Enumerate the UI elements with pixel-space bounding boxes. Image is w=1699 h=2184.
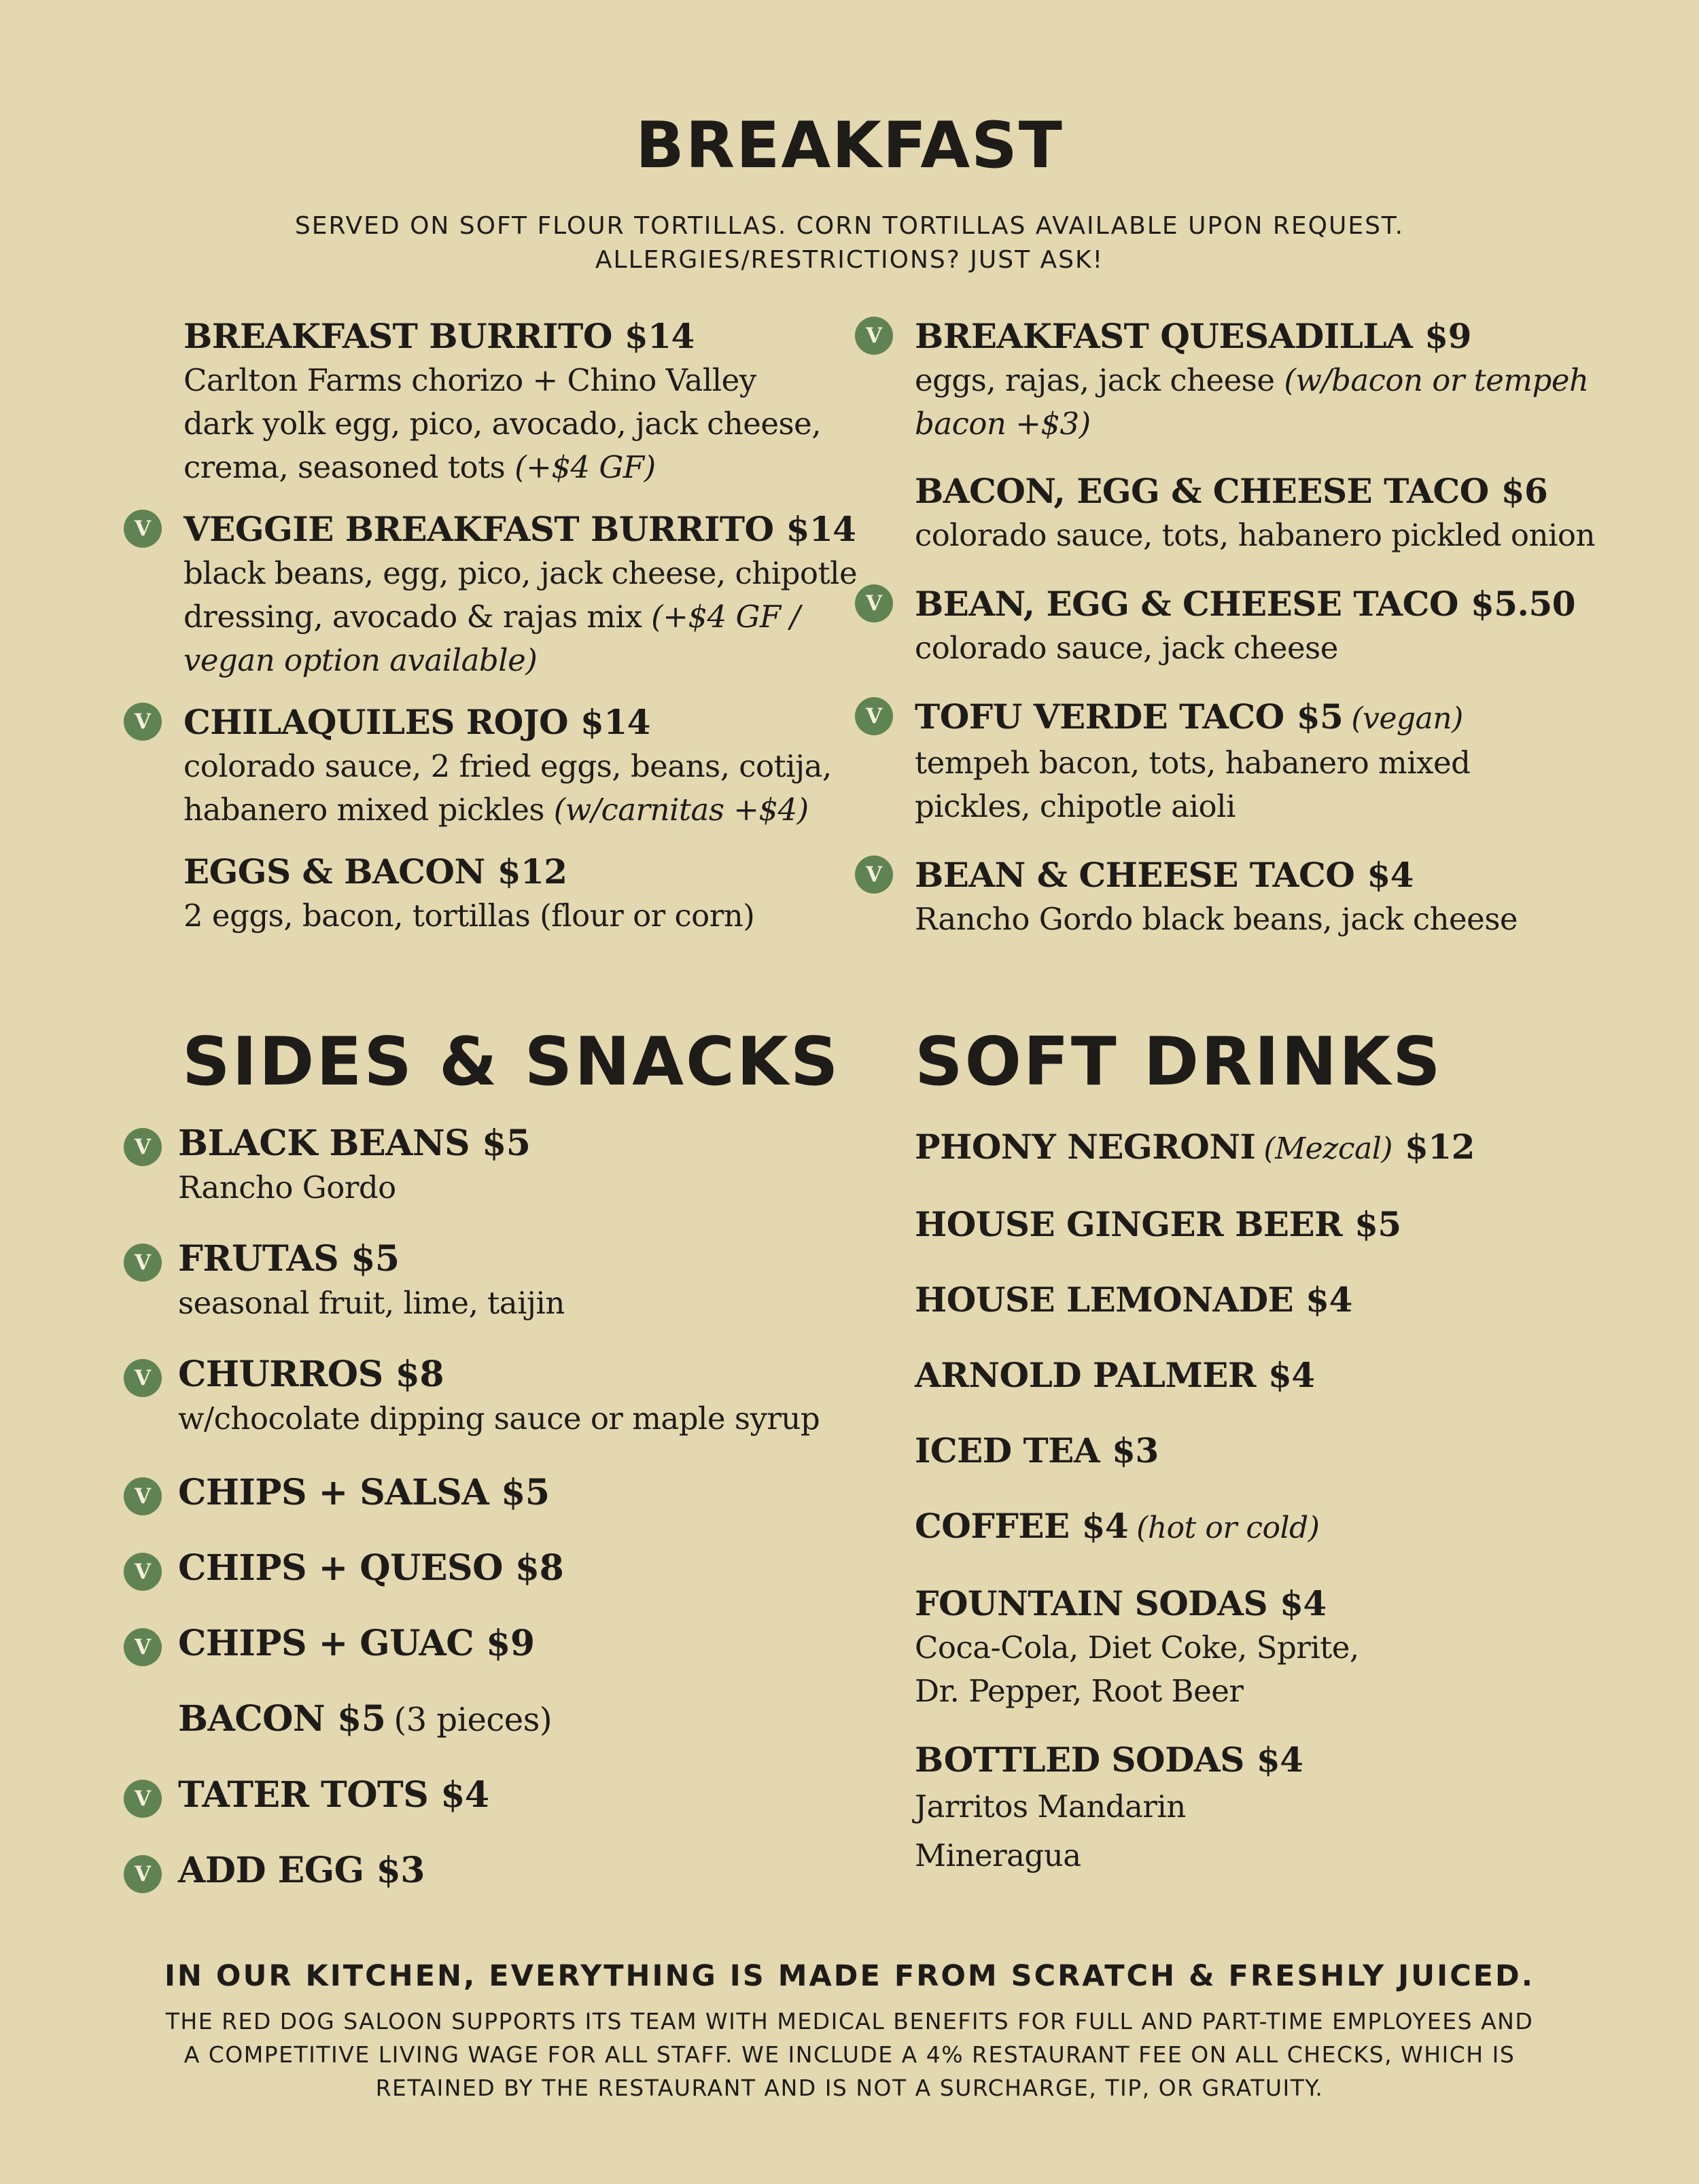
vegetarian-icon: V: [124, 1359, 162, 1397]
kitchen-statement: IN OUR KITCHEN, EVERYTHING IS MADE FROM SCRATCH & FRESHLY JUICED.: [164, 1959, 1535, 1993]
menu-item: [915, 469, 1608, 557]
vegetarian-icon: V: [855, 584, 893, 622]
breakfast-note-line: SERVED ON SOFT FLOUR TORTILLAS. CORN TORTILLAS AVAILABLE UPON REQUEST.: [294, 212, 1405, 240]
item-price: $4: [1256, 1740, 1303, 1780]
menu-item: [865, 582, 1608, 670]
item-name: HOUSE LEMONADE: [915, 1280, 1294, 1320]
item-name: CHILAQUILES ROJO: [183, 702, 569, 742]
menu-item: [134, 1773, 892, 1818]
menu-item: [134, 1470, 892, 1515]
desc-line: eggs, rajas, jack cheese: [915, 362, 1275, 398]
item-name: COFFEE: [915, 1506, 1070, 1546]
item-price: $9: [486, 1623, 535, 1664]
item-name: CHURROS: [178, 1354, 383, 1395]
item-name: BOTTLED SODAS: [915, 1740, 1244, 1780]
desc-line: habanero mixed pickles: [183, 792, 544, 828]
vegetarian-icon: V: [855, 697, 893, 735]
item-note: (hot or cold): [1136, 1511, 1320, 1545]
breakfast-title: BREAKFAST: [635, 109, 1064, 183]
item-price: $4: [1306, 1280, 1352, 1320]
drinks-title: SOFT DRINKS: [915, 1023, 1443, 1101]
menu-item: [183, 849, 863, 938]
item-price: $5: [1296, 697, 1344, 737]
desc-line: Coca-Cola, Diet Coke, Sprite,: [915, 1630, 1359, 1666]
item-price: $8: [514, 1547, 564, 1589]
menu-item: [134, 1621, 892, 1666]
item-name: CHIPS + SALSA: [178, 1472, 489, 1513]
menu-item: [134, 507, 863, 682]
policy-line: RETAINED BY THE RESTAURANT AND IS NOT A SURCHARGE, TIP, OR GRATUITY.: [375, 2075, 1324, 2101]
menu-item: [865, 694, 1608, 828]
item-price: $3: [1112, 1430, 1159, 1470]
menu-item: [915, 1428, 1628, 1473]
item-note: (Mezcal): [1263, 1131, 1393, 1166]
desc-line: Carlton Farms chorizo + Chino Valley: [183, 362, 756, 398]
item-description: [183, 894, 863, 938]
item-name: FRUTAS: [178, 1238, 339, 1280]
menu-item: [915, 1504, 1628, 1551]
desc-line: colorado sauce, tots, habanero pickled onion: [915, 517, 1595, 553]
item-description: [183, 745, 863, 832]
vegetarian-icon: V: [124, 1628, 162, 1666]
item-name: CHIPS + QUESO: [178, 1547, 503, 1589]
item-price: $4: [1081, 1506, 1129, 1546]
menu-item: [915, 1353, 1628, 1398]
menu-item: [915, 1202, 1628, 1247]
desc-line: black beans, egg, pico, jack cheese, chipotle: [183, 555, 858, 591]
item-name: BREAKFAST QUESADILLA: [915, 316, 1413, 356]
item-description: seasonal fruit, lime, taijin: [178, 1285, 565, 1321]
item-description: Rancho Gordo: [178, 1169, 396, 1205]
sides-column: [134, 1121, 892, 1893]
item-description: [915, 1626, 1628, 1713]
desc-line: Rancho Gordo black beans, jack cheese: [915, 901, 1518, 937]
item-price: $9: [1424, 316, 1471, 356]
item-note: (vegan): [1351, 701, 1463, 736]
menu-item: [865, 853, 1608, 941]
policy-line: A COMPETITIVE LIVING WAGE FOR ALL STAFF. WE INCLUDE A 4% RESTAURANT FEE ON ALL CHECKS, WHICH IS: [183, 2041, 1516, 2068]
desc-note: (w/bacon or tempeh: [1284, 362, 1589, 398]
item-price: $4: [1280, 1583, 1327, 1623]
menu-item: [178, 1697, 892, 1742]
breakfast-right-column: [865, 314, 1608, 941]
menu-item: [134, 1546, 892, 1591]
vegetarian-icon: V: [124, 1128, 162, 1166]
desc-line: Mineragua: [915, 1837, 1081, 1873]
item-price: $5: [1354, 1204, 1401, 1244]
item-price: $4: [1267, 1355, 1315, 1395]
item-description: [183, 552, 863, 682]
item-price: $6: [1501, 471, 1548, 511]
desc-note: (+$4 GF): [514, 449, 656, 485]
staff-policy: [0, 2005, 1699, 2104]
desc-note: bacon +$3): [915, 406, 1091, 442]
breakfast-note-line: ALLERGIES/RESTRICTIONS? JUST ASK!: [595, 246, 1104, 274]
desc-line: tempeh bacon, tots, habanero mixed: [915, 745, 1471, 781]
vegetarian-icon: V: [124, 1477, 162, 1515]
item-name: ARNOLD PALMER: [915, 1355, 1256, 1395]
item-name: BACON, EGG & CHEESE TACO: [915, 471, 1489, 511]
vegetarian-icon: V: [124, 1855, 162, 1893]
item-name: BLACK BEANS: [178, 1123, 470, 1164]
vegetarian-icon: V: [124, 1244, 162, 1282]
item-name: BACON: [178, 1698, 326, 1740]
item-price: $5: [337, 1698, 386, 1740]
item-price: $5: [482, 1123, 531, 1164]
item-name: BEAN, EGG & CHEESE TACO: [915, 584, 1458, 624]
vegetarian-icon: V: [855, 856, 893, 894]
vegetarian-icon: V: [124, 510, 162, 548]
desc-line: dressing, avocado & rajas mix: [183, 599, 642, 635]
item-description: [915, 514, 1608, 557]
item-price: $5: [501, 1472, 550, 1513]
item-description: [915, 741, 1608, 828]
menu-item: [134, 1848, 892, 1893]
item-price: $5.50: [1470, 584, 1576, 624]
desc-line: colorado sauce, 2 fried eggs, beans, cotija,: [183, 748, 832, 784]
item-price: $3: [376, 1850, 425, 1891]
item-name: FOUNTAIN SODAS: [915, 1583, 1268, 1623]
item-price: $12: [497, 851, 567, 892]
menu-item: [134, 1121, 892, 1210]
item-name: EGGS & BACON: [183, 851, 485, 892]
menu-item: [915, 1125, 1628, 1172]
menu-item: [865, 314, 1608, 446]
item-name: CHIPS + GUAC: [178, 1623, 474, 1664]
item-price: $14: [786, 509, 856, 549]
item-name: HOUSE GINGER BEER: [915, 1204, 1343, 1244]
item-name: ADD EGG: [178, 1850, 364, 1891]
item-name: PHONY NEGRONI: [915, 1127, 1256, 1167]
menu-item: [134, 700, 863, 832]
menu-item: [183, 314, 863, 489]
desc-line: colorado sauce, jack cheese: [915, 630, 1338, 666]
desc-note: (w/carnitas +$4): [553, 792, 809, 828]
item-description: [915, 359, 1608, 446]
sides-title: SIDES & SNACKS: [182, 1023, 841, 1101]
item-name: VEGGIE BREAKFAST BURRITO: [183, 509, 774, 549]
desc-line: crema, seasoned tots: [183, 449, 506, 485]
item-name: BREAKFAST BURRITO: [183, 316, 612, 356]
item-name: ICED TEA: [915, 1430, 1100, 1470]
item-price: $5: [351, 1238, 400, 1280]
item-description: [915, 627, 1608, 670]
breakfast-left-column: [134, 314, 863, 938]
item-price: $12: [1404, 1127, 1475, 1167]
item-description: w/chocolate dipping sauce or maple syrup: [178, 1401, 820, 1437]
desc-line: dark yolk egg, pico, avocado, jack cheese,: [183, 406, 822, 442]
drinks-column: [915, 1125, 1628, 1880]
menu-item: [134, 1352, 892, 1441]
item-description: [915, 1782, 1628, 1880]
vegetarian-icon: V: [855, 317, 893, 355]
item-price: $8: [395, 1354, 444, 1395]
desc-line: Jarritos Mandarin: [915, 1789, 1186, 1825]
desc-note: vegan option available): [183, 642, 538, 678]
desc-line: 2 eggs, bacon, tortillas (flour or corn): [183, 898, 755, 934]
breakfast-note: [0, 209, 1699, 277]
menu-item: [915, 1581, 1628, 1713]
vegetarian-icon: V: [124, 1780, 162, 1818]
menu-item: [915, 1278, 1628, 1322]
menu-item: [915, 1738, 1628, 1880]
item-description: [183, 359, 863, 489]
menu-item: [134, 1237, 892, 1325]
item-price: $14: [580, 702, 650, 742]
item-description: [915, 898, 1608, 941]
desc-line: pickles, chipotle aioli: [915, 788, 1236, 824]
vegetarian-icon: V: [124, 703, 162, 741]
item-price: $4: [1367, 855, 1414, 895]
item-name: TOFU VERDE TACO: [915, 697, 1284, 737]
policy-line: THE RED DOG SALOON SUPPORTS ITS TEAM WITH MEDICAL BENEFITS FOR FULL AND PART-TIME EMPLOYEES AND: [165, 2008, 1534, 2035]
desc-note: (+$4 GF /: [651, 599, 801, 635]
desc-line: Dr. Pepper, Root Beer: [915, 1673, 1244, 1709]
item-note: (3 pieces): [393, 1701, 553, 1739]
item-name: TATER TOTS: [178, 1774, 429, 1816]
item-price: $4: [440, 1774, 489, 1816]
vegetarian-icon: V: [124, 1553, 162, 1591]
item-name: BEAN & CHEESE TACO: [915, 855, 1355, 895]
item-price: $14: [624, 316, 695, 356]
